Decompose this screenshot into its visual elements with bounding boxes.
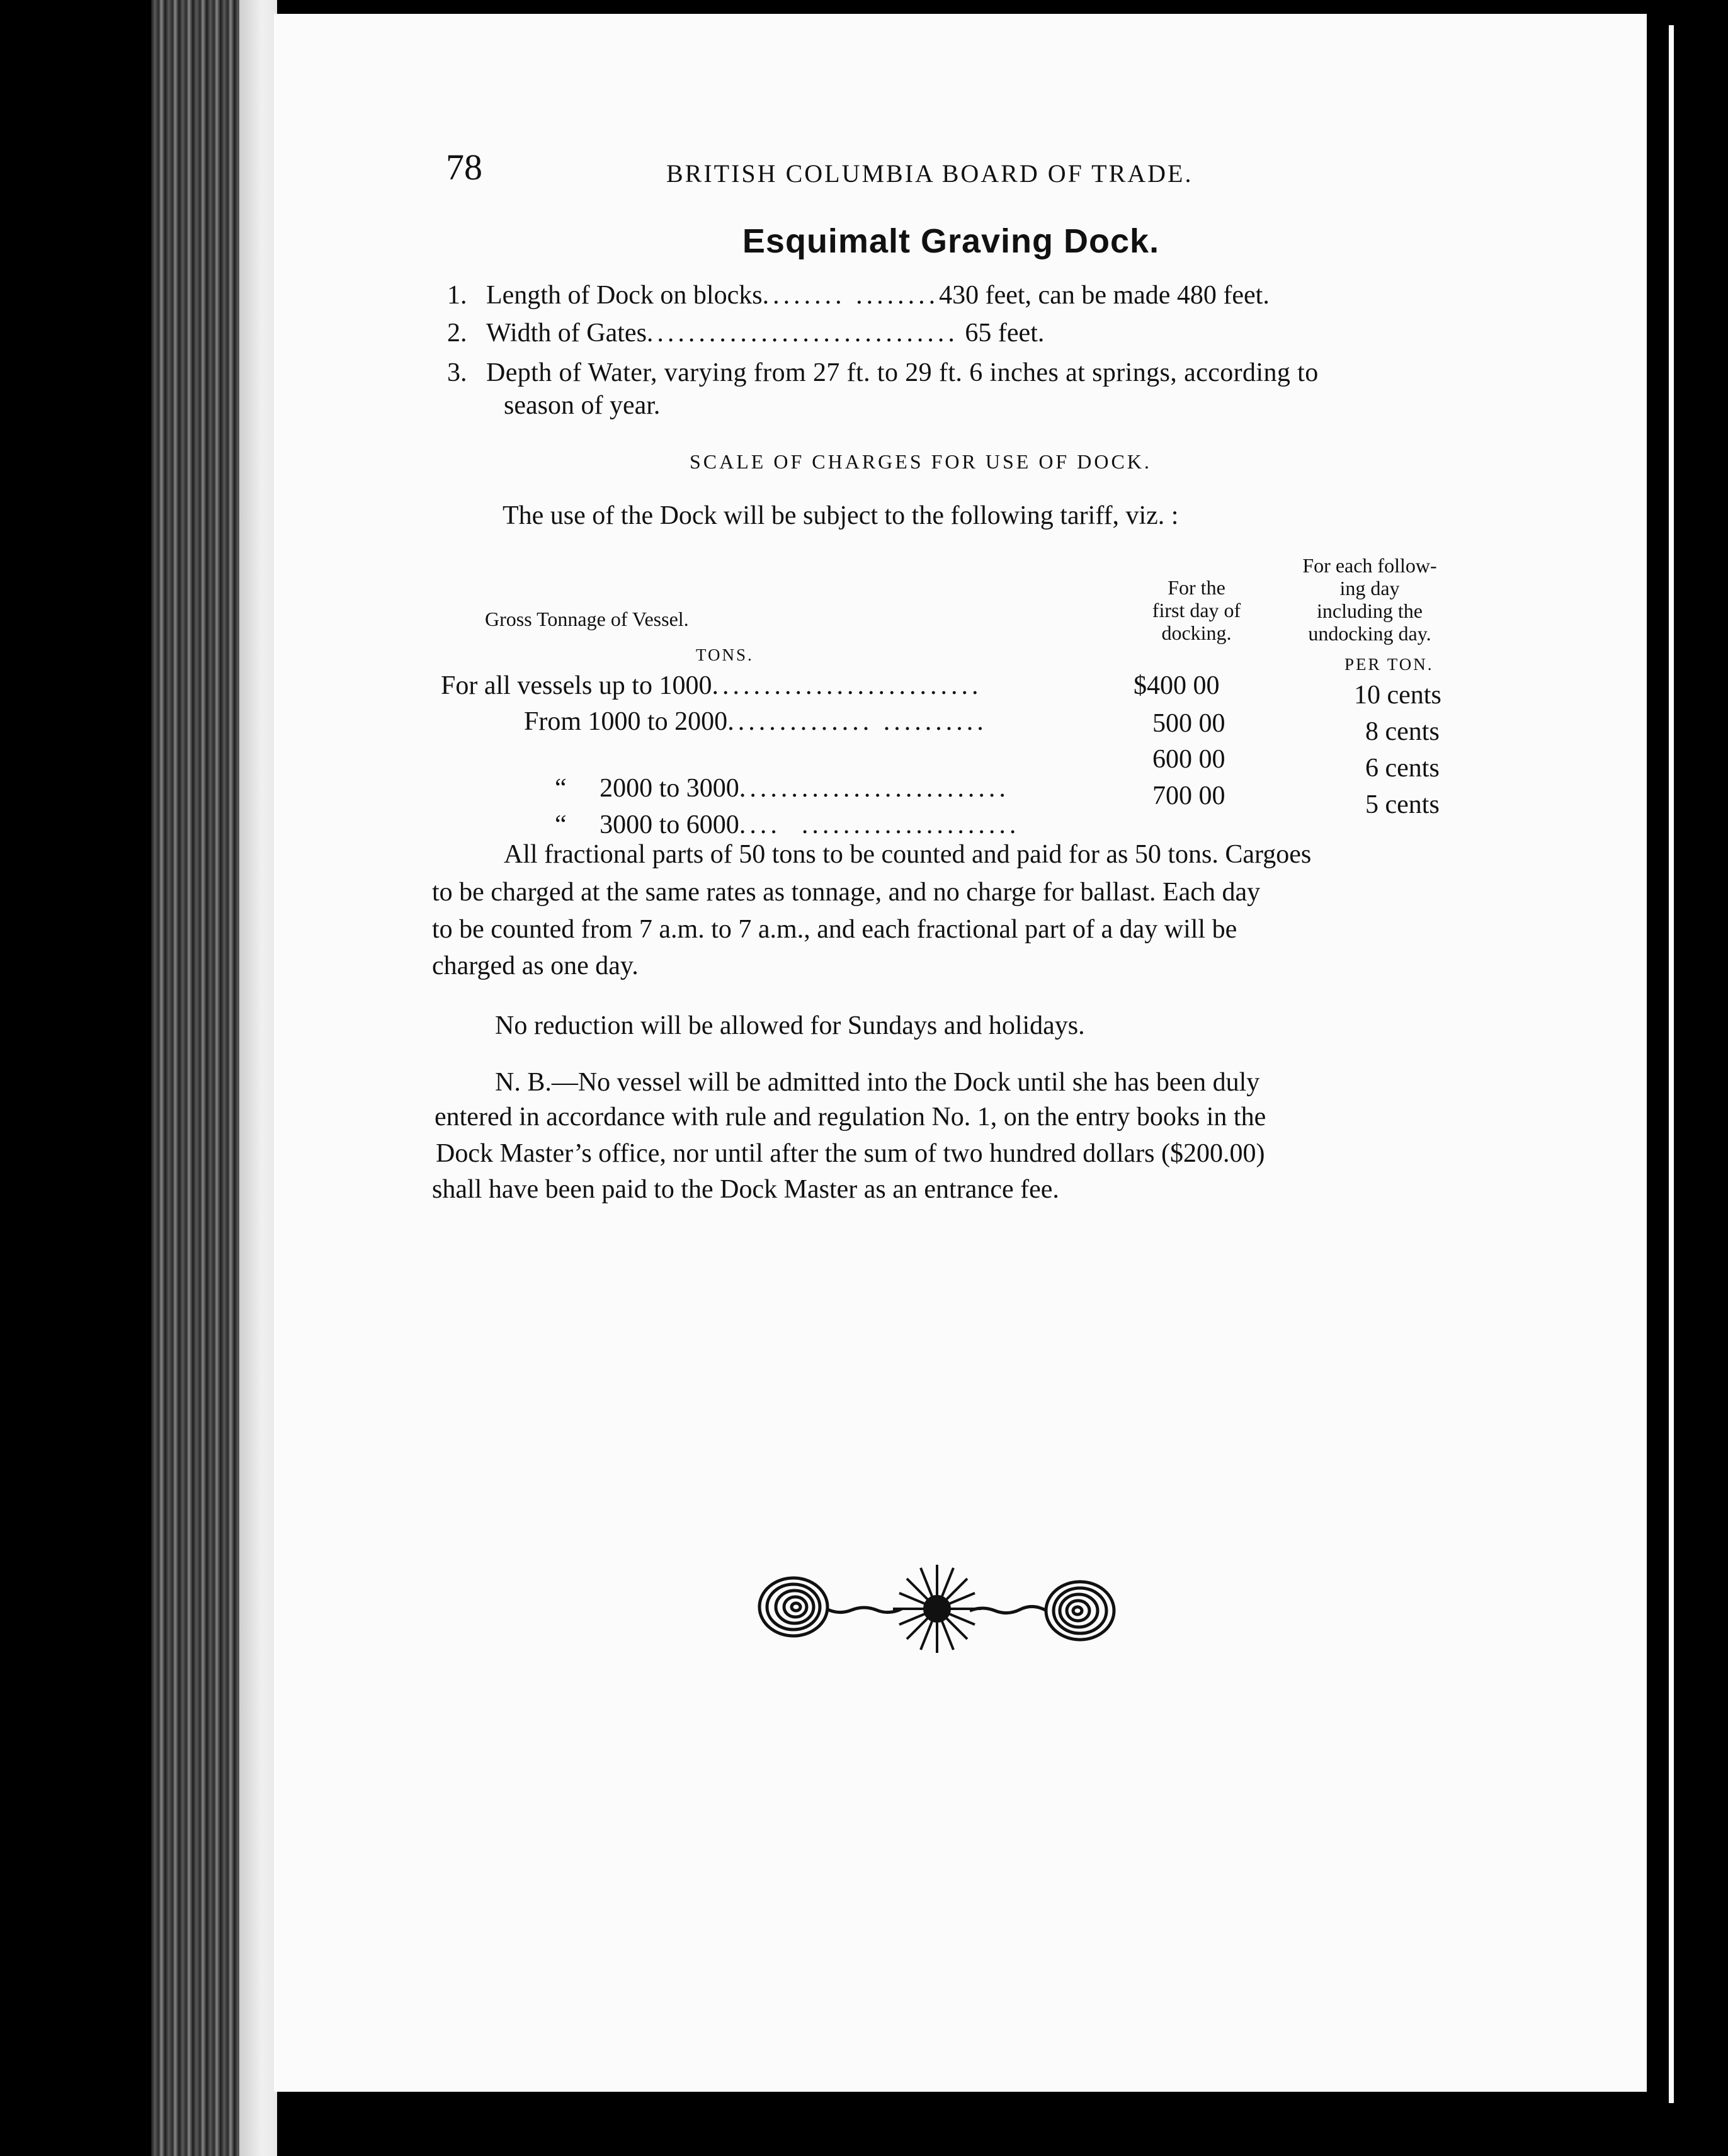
para-line: entered in accordance with rule and regulation No. 1, on the entry books in the [435, 1103, 1266, 1132]
spec-line-3-continued [504, 390, 660, 421]
para-line: Dock Master’s office, nor until after the sum of two hundred dollars ($200.00) [436, 1139, 1265, 1168]
row-range: “ 2000 to 3000 [555, 774, 739, 803]
para-line: No reduction will be allowed for Sundays and holidays. [495, 1011, 1085, 1040]
leader-dots: .............................. [646, 319, 958, 348]
para-line: to be charged at the same rates as tonnage, and no charge for ballast. Each day [432, 878, 1261, 907]
col-head-each-unit: PER TON. [1344, 655, 1434, 674]
page-number: 78 [446, 147, 482, 188]
col-head-gross-unit: TONS. [696, 645, 754, 664]
row-each-day: 5 cents [1365, 790, 1440, 819]
para-line: to be counted from 7 a.m. to 7 a.m., and each fractional part of a day will be [432, 915, 1237, 944]
col-head-line: ing day [1339, 577, 1400, 599]
spec-item-3 [447, 358, 467, 388]
leader-dots: .... ..................... [739, 810, 1020, 839]
spec-label: Width of Gates [486, 319, 647, 348]
row-each-day: 6 cents [1365, 754, 1440, 783]
col-head-line: For the [1168, 576, 1225, 599]
spec-value: 430 feet, can be made 480 feet. [939, 281, 1270, 310]
leader-dots: .............. .......... [727, 707, 987, 736]
row-first-day: 700 00 [1152, 781, 1225, 810]
leader-dots: .......................... [739, 774, 1009, 803]
para-line: shall have been paid to the Dock Master as an entrance fee. [432, 1175, 1059, 1204]
section-subhead: SCALE OF CHARGES FOR USE OF DOCK. [690, 450, 1152, 473]
para-line: N. B.—No vessel will be admitted into the Dock until she has been duly [495, 1068, 1260, 1097]
col-head-line: docking. [1161, 621, 1232, 644]
spec-label: Depth of Water, varying from 27 ft. to 29 ft. 6 inches at springs, according to [486, 358, 1319, 387]
para-line: All fractional parts of 50 tons to be counted and paid for as 50 tons. Cargoes [504, 840, 1312, 869]
spec-number: 1. [447, 281, 467, 310]
spec-value: 65 feet. [965, 319, 1045, 348]
ornament-icon [756, 1562, 1121, 1656]
col-head-line: first day of [1152, 599, 1241, 621]
row-first-day: 500 00 [1152, 709, 1225, 738]
row-range: For all vessels up to 1000 [441, 671, 712, 700]
spec-item-2 [447, 318, 467, 348]
page-stack-edge [239, 0, 277, 2156]
col-head-line: including the [1317, 599, 1423, 622]
row-first-day: $400 00 [1134, 671, 1220, 700]
table-row [542, 780, 1020, 840]
col-head-each-day [1278, 554, 1461, 645]
spec-label: Length of Dock on blocks [486, 281, 763, 310]
spec-line-2 [486, 318, 1044, 348]
spec-line-3 [486, 358, 1319, 388]
spec-line-1 [486, 280, 1270, 310]
tariff-intro: The use of the Dock will be subject to the following tariff, viz. : [503, 501, 1179, 530]
row-first-day: 600 00 [1152, 745, 1225, 774]
row-range: “ 3000 to 6000 [555, 810, 739, 839]
row-each-day: 8 cents [1365, 717, 1440, 746]
col-head-first-day [1121, 576, 1272, 644]
row-each-day: 10 cents [1354, 681, 1441, 710]
page-title: Esquimalt Graving Dock. [742, 222, 1160, 260]
leader-dots: ........ ........ [762, 281, 940, 310]
col-head-gross: Gross Tonnage of Vessel. [485, 608, 689, 630]
spec-continuation: season of year. [504, 391, 661, 420]
table-row [524, 706, 987, 737]
spec-number: 2. [447, 319, 467, 348]
col-head-line: For each follow- [1302, 554, 1437, 577]
row-range: From 1000 to 2000 [524, 707, 728, 736]
facing-page-edge [1669, 25, 1674, 2103]
spec-number: 3. [447, 358, 467, 387]
table-row [441, 671, 982, 701]
para-line: charged as one day. [432, 951, 639, 980]
right-margin-dark [1647, 0, 1728, 2156]
leader-dots: .......................... [712, 671, 982, 700]
col-head-line: undocking day. [1308, 622, 1431, 645]
spec-item-1 [447, 280, 467, 310]
running-head: BRITISH COLUMBIA BOARD OF TRADE. [666, 159, 1193, 188]
